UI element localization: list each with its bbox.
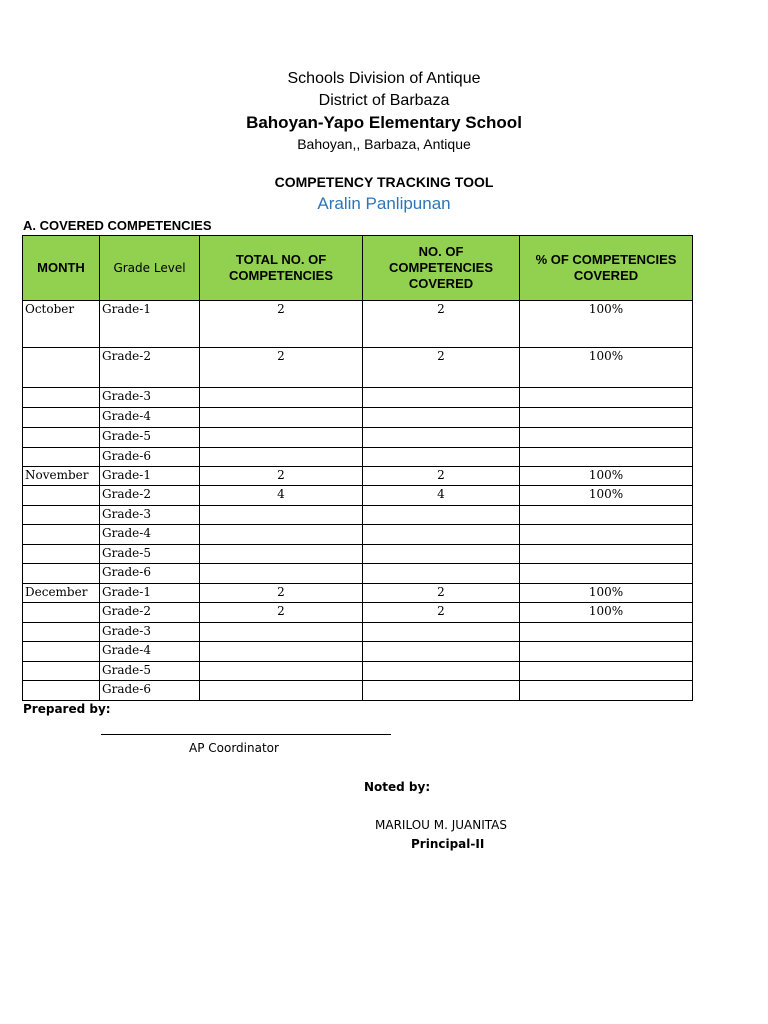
cell-total: 2 [200, 603, 363, 623]
cell-grade-level: Grade-1 [100, 301, 200, 348]
district-name: District of Barbaza [318, 92, 450, 109]
prepared-by-label: Prepared by: [23, 702, 111, 716]
cell-grade-level: Grade-6 [100, 564, 200, 584]
cell-month [23, 348, 100, 388]
cell-grade-level: Grade-2 [100, 486, 200, 506]
cell-percent [520, 623, 693, 642]
cell-covered: 2 [363, 301, 520, 348]
cell-month [23, 506, 100, 525]
cell-percent [520, 662, 693, 681]
cell-grade-level: Grade-2 [100, 603, 200, 623]
column-header-covered: NO. OF COMPETENCIES COVERED [363, 236, 520, 301]
cell-grade-level: Grade-4 [100, 525, 200, 545]
table-row [23, 564, 693, 584]
cell-percent: 100% [520, 467, 693, 486]
cell-month [23, 448, 100, 467]
noted-by-label: Noted by: [364, 780, 431, 794]
cell-grade-level: Grade-2 [100, 348, 200, 388]
cell-grade-level: Grade-4 [100, 408, 200, 428]
column-header-grade-level: Grade Level [100, 236, 200, 301]
cell-total [200, 564, 363, 584]
cell-percent [520, 388, 693, 408]
table-header-row [23, 236, 693, 301]
cell-month [23, 486, 100, 506]
cell-grade-level: Grade-3 [100, 388, 200, 408]
cell-total [200, 448, 363, 467]
cell-covered [363, 428, 520, 448]
cell-percent [520, 545, 693, 564]
cell-percent: 100% [520, 603, 693, 623]
cell-total: 2 [200, 301, 363, 348]
table-row [23, 428, 693, 448]
cell-grade-level: Grade-3 [100, 623, 200, 642]
cell-month [23, 525, 100, 545]
signature-line [101, 734, 391, 735]
school-address: Bahoyan,, Barbaza, Antique [297, 136, 471, 152]
cell-total [200, 428, 363, 448]
cell-percent [520, 408, 693, 428]
table-row [23, 467, 693, 486]
cell-covered: 2 [363, 348, 520, 388]
cell-covered: 4 [363, 486, 520, 506]
subject-title: Aralin Panlipunan [317, 194, 451, 213]
cell-covered [363, 388, 520, 408]
table-row [23, 681, 693, 701]
principal-title: Principal-II [411, 837, 485, 851]
cell-total: 2 [200, 467, 363, 486]
cell-percent: 100% [520, 301, 693, 348]
table-row [23, 623, 693, 642]
cell-grade-level: Grade-4 [100, 642, 200, 662]
cell-percent [520, 642, 693, 662]
cell-month [23, 545, 100, 564]
cell-percent [520, 525, 693, 545]
principal-name: MARILOU M. JUANITAS [375, 818, 507, 832]
cell-percent: 100% [520, 348, 693, 388]
cell-month [23, 603, 100, 623]
cell-total [200, 506, 363, 525]
cell-grade-level: Grade-5 [100, 662, 200, 681]
cell-percent [520, 681, 693, 701]
cell-covered [363, 681, 520, 701]
cell-grade-level: Grade-1 [100, 584, 200, 603]
column-header-total: TOTAL NO. OF COMPETENCIES [200, 236, 363, 301]
cell-total [200, 388, 363, 408]
cell-total: 2 [200, 348, 363, 388]
cell-covered [363, 623, 520, 642]
table-row [23, 584, 693, 603]
cell-total: 2 [200, 584, 363, 603]
cell-month [23, 564, 100, 584]
document-title: COMPETENCY TRACKING TOOL [274, 174, 494, 190]
cell-covered: 2 [363, 603, 520, 623]
cell-percent [520, 448, 693, 467]
cell-percent: 100% [520, 584, 693, 603]
cell-month [23, 662, 100, 681]
coordinator-title: AP Coordinator [189, 741, 279, 755]
cell-month [23, 408, 100, 428]
table-row [23, 525, 693, 545]
column-header-month: MONTH [23, 236, 100, 301]
cell-percent [520, 564, 693, 584]
table-row [23, 642, 693, 662]
cell-month [23, 428, 100, 448]
cell-covered [363, 525, 520, 545]
table-row [23, 348, 693, 388]
table-row [23, 662, 693, 681]
cell-month [23, 388, 100, 408]
cell-covered [363, 506, 520, 525]
cell-covered [363, 662, 520, 681]
cell-percent [520, 428, 693, 448]
cell-grade-level: Grade-3 [100, 506, 200, 525]
school-name: Bahoyan-Yapo Elementary School [246, 113, 522, 132]
cell-total [200, 662, 363, 681]
cell-total [200, 545, 363, 564]
section-title: A. COVERED COMPETENCIES [23, 218, 212, 233]
table-row [23, 408, 693, 428]
cell-month: December [23, 584, 100, 603]
table-row [23, 301, 693, 348]
cell-total [200, 681, 363, 701]
cell-total: 4 [200, 486, 363, 506]
cell-total [200, 408, 363, 428]
cell-covered [363, 448, 520, 467]
competency-table [22, 235, 693, 701]
cell-covered [363, 642, 520, 662]
cell-percent: 100% [520, 486, 693, 506]
table-row [23, 388, 693, 408]
cell-grade-level: Grade-1 [100, 467, 200, 486]
cell-grade-level: Grade-5 [100, 545, 200, 564]
table-row [23, 603, 693, 623]
cell-total [200, 623, 363, 642]
cell-month: October [23, 301, 100, 348]
cell-percent [520, 506, 693, 525]
cell-month [23, 681, 100, 701]
table-row [23, 448, 693, 467]
cell-total [200, 525, 363, 545]
cell-month [23, 642, 100, 662]
cell-grade-level: Grade-5 [100, 428, 200, 448]
table-row [23, 545, 693, 564]
table-body [23, 301, 693, 701]
cell-covered [363, 408, 520, 428]
cell-covered: 2 [363, 467, 520, 486]
table-row [23, 506, 693, 525]
cell-grade-level: Grade-6 [100, 681, 200, 701]
cell-month [23, 623, 100, 642]
cell-grade-level: Grade-6 [100, 448, 200, 467]
cell-total [200, 642, 363, 662]
cell-month: November [23, 467, 100, 486]
division-name: Schools Division of Antique [287, 70, 481, 87]
column-header-percent: % OF COMPETENCIES COVERED [520, 236, 693, 301]
table-row [23, 486, 693, 506]
cell-covered [363, 564, 520, 584]
cell-covered: 2 [363, 584, 520, 603]
cell-covered [363, 545, 520, 564]
